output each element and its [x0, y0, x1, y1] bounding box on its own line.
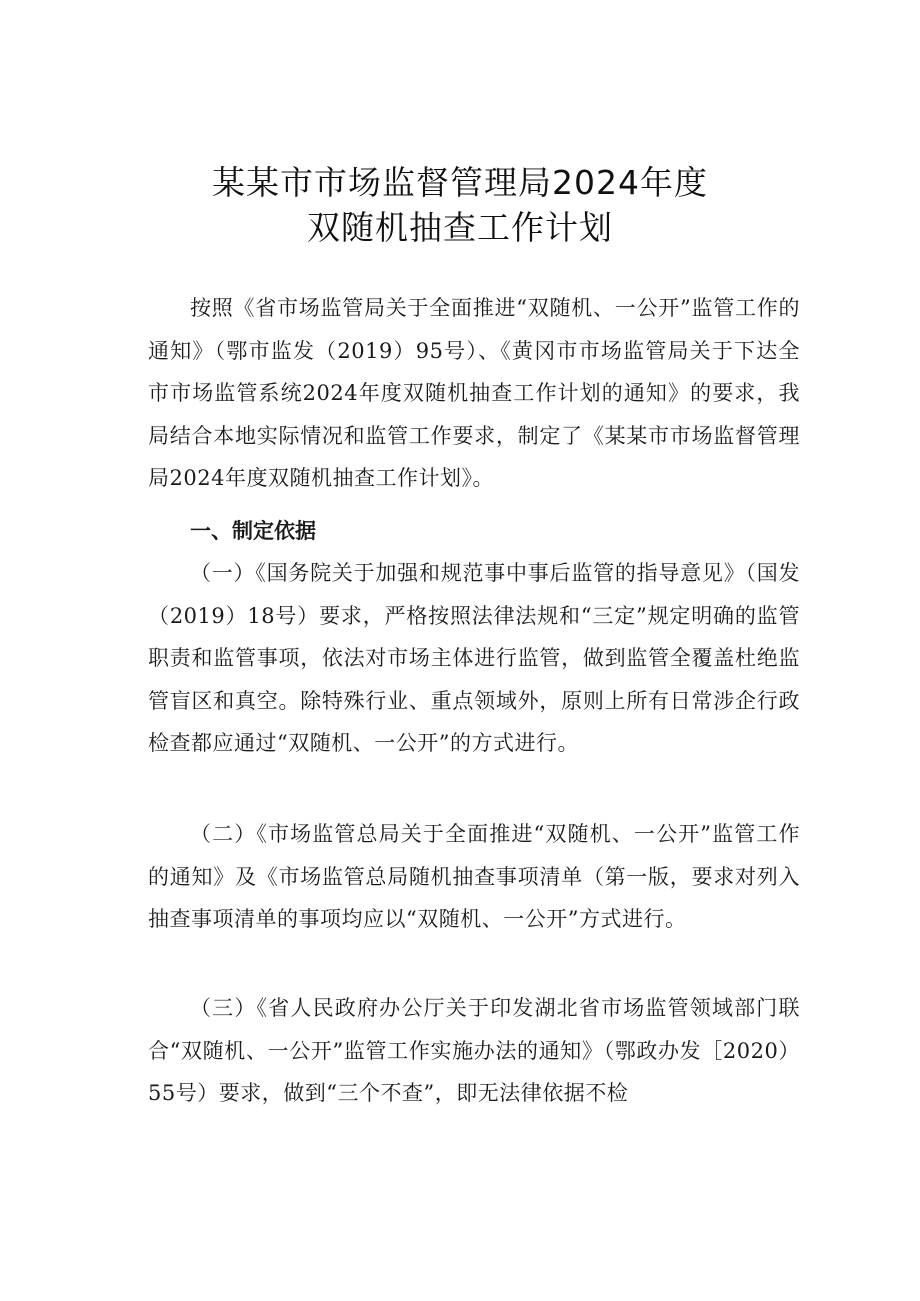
intro-paragraph: 按照《省市场监管局关于全面推进“双随机、一公开”监管工作的通知》（鄂市监发（2019）95号）、《黄冈市市场监管局关于下达全市市场监管系统2024年度双随机抽查工作计划的通知》的要求，我局结合本地实际情况和监管工作要求，制定了《某某市市场监督管理局2024年度双随机抽查工作计划》。 [148, 296, 800, 490]
section-1-item-2-block [148, 813, 800, 941]
section-1-item-1-block [148, 552, 800, 765]
document-title-line-1: 某某市市场监督管理局2024年度 [212, 163, 708, 202]
section-1-heading: 一、制定依据 [190, 519, 316, 543]
intro-paragraph-block [148, 287, 800, 500]
section-1-item-3-block [148, 987, 800, 1115]
section-1-item-2: （二）《市场监管总局关于全面推进“双随机、一公开”监管工作的通知》及《市场监管总局随机抽查事项清单（第一版，要求对列入抽查事项清单的事项均应以“双随机、一公开”方式进行。 [148, 822, 800, 931]
section-1-item-1: （一）《国务院关于加强和规范事中事后监管的指导意见》（国发（2019）18号）要求，严格按照法律法规和“三定”规定明确的监管职责和监管事项，依法对市场主体进行监管，做到监管全覆盖杜绝监管盲区和真空。除特殊行业、重点领域外，原则上所有日常涉企行政检查都应通过“双随机、一公开”的方式进行。 [148, 561, 800, 755]
section-1-item-3: （三）《省人民政府办公厅关于印发湖北省市场监管领域部门联合“双随机、一公开”监管工作实施办法的通知》（鄂政办发［2020）55号）要求，做到“三个不查”，即无法律依据不检 [148, 996, 800, 1105]
document-title-line-2: 双随机抽查工作计划 [307, 208, 613, 247]
